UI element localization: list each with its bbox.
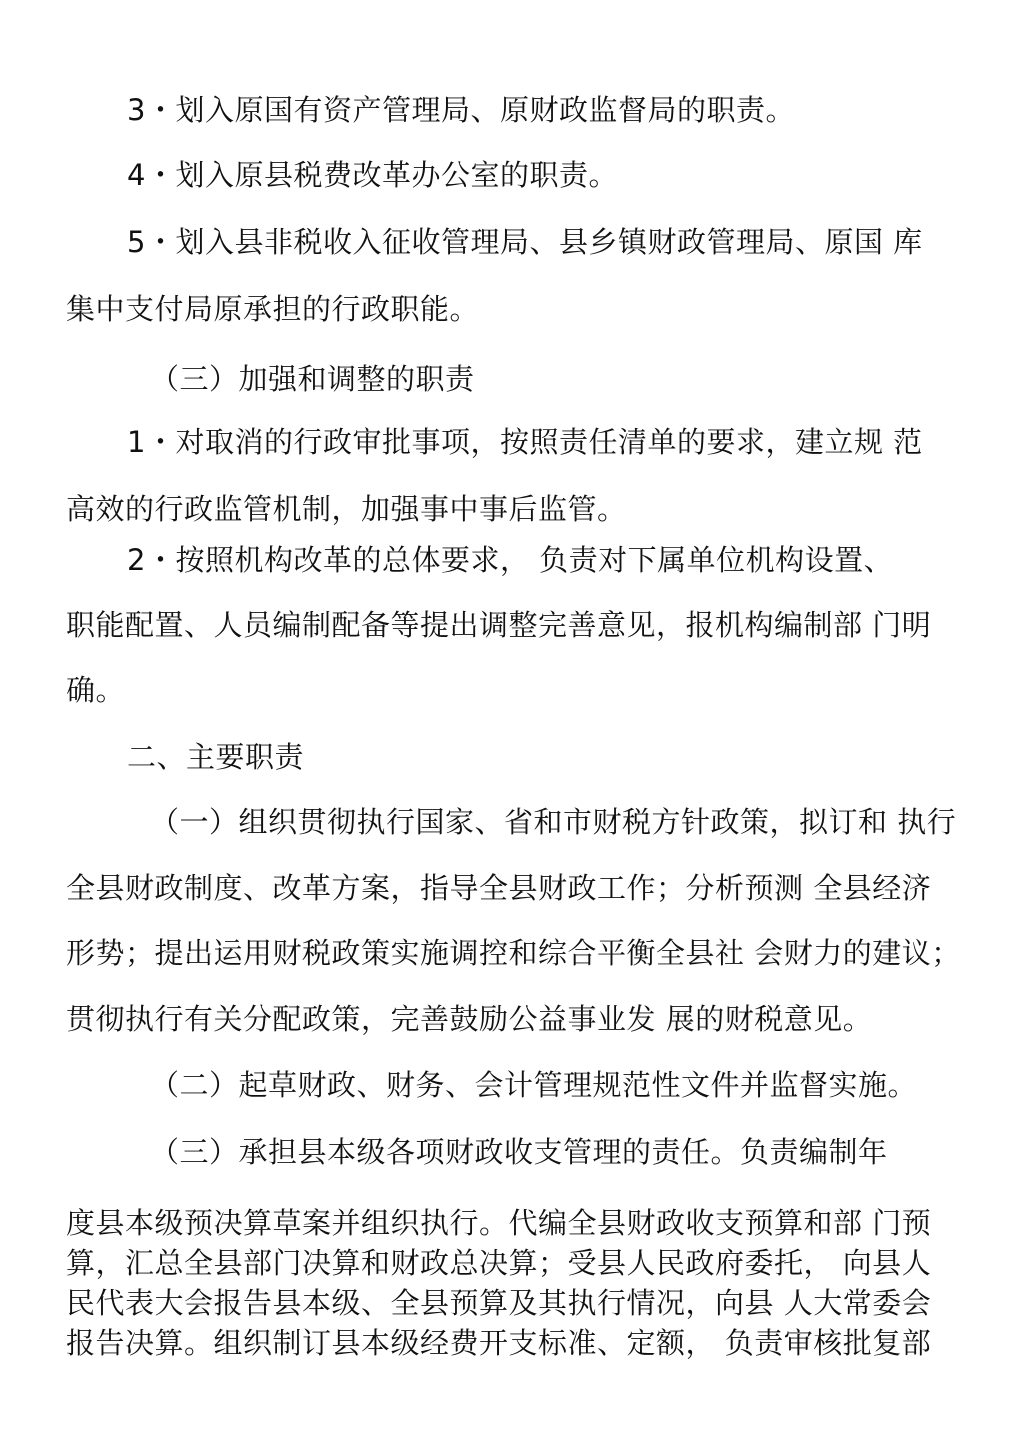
paragraph-continuation: 职能配置、人员编制配备等提出调整完善意见，报机构编制部 门明 — [66, 608, 932, 642]
paragraph-continuation: 报告决算。组织制订县本级经费开支标准、定额， 负责审核批复部 — [66, 1326, 932, 1360]
paragraph-continuation: 贯彻执行有关分配政策，完善鼓励公益事业发 展的财税意见。 — [66, 1002, 873, 1036]
duty-item-2: （二）起草财政、财务、会计管理规范性文件并监督实施。 — [150, 1068, 918, 1102]
paragraph-continuation: 确。 — [66, 673, 126, 707]
paragraph-continuation: 集中支付局原承担的行政职能。 — [66, 292, 480, 326]
section-heading-strengthened-duties: （三）加强和调整的职责 — [150, 362, 475, 396]
list-item-5-transferred-duties: 5・划入县非税收入征收管理局、县乡镇财政管理局、原国 库 — [127, 225, 923, 259]
paragraph-continuation: 形势；提出运用财税政策实施调控和综合平衡全县社 会财力的建议； — [66, 936, 961, 970]
list-item-4-transferred-duties: 4・划入原县税费改革办公室的职责。 — [127, 158, 618, 192]
list-item-1-strengthened-duties: 1・对取消的行政审批事项，按照责任清单的要求，建立规 范 — [127, 425, 923, 459]
duty-item-1: （一）组织贯彻执行国家、省和市财税方针政策，拟订和 执行 — [150, 805, 957, 839]
paragraph-continuation: 高效的行政监管机制，加强事中事后监管。 — [66, 492, 627, 526]
paragraph-continuation: 算，汇总全县部门决算和财政总决算；受县人民政府委托， 向县人 — [66, 1246, 932, 1280]
paragraph-continuation: 全县财政制度、改革方案，指导全县财政工作；分析预测 全县经济 — [66, 871, 932, 905]
paragraph-continuation: 度县本级预决算草案并组织执行。代编全县财政收支预算和部 门预 — [66, 1206, 932, 1240]
paragraph-continuation: 民代表大会报告县本级、全县预算及其执行情况，向县 人大常委会 — [66, 1286, 932, 1320]
duty-item-3: （三）承担县本级各项财政收支管理的责任。负责编制年 — [150, 1135, 888, 1169]
list-item-3-transferred-duties: 3・划入原国有资产管理局、原财政监督局的职责。 — [127, 93, 795, 127]
section-heading-main-duties: 二、主要职责 — [127, 740, 305, 774]
list-item-2-strengthened-duties: 2・按照机构改革的总体要求， 负责对下属单位机构设置、 — [127, 543, 894, 577]
